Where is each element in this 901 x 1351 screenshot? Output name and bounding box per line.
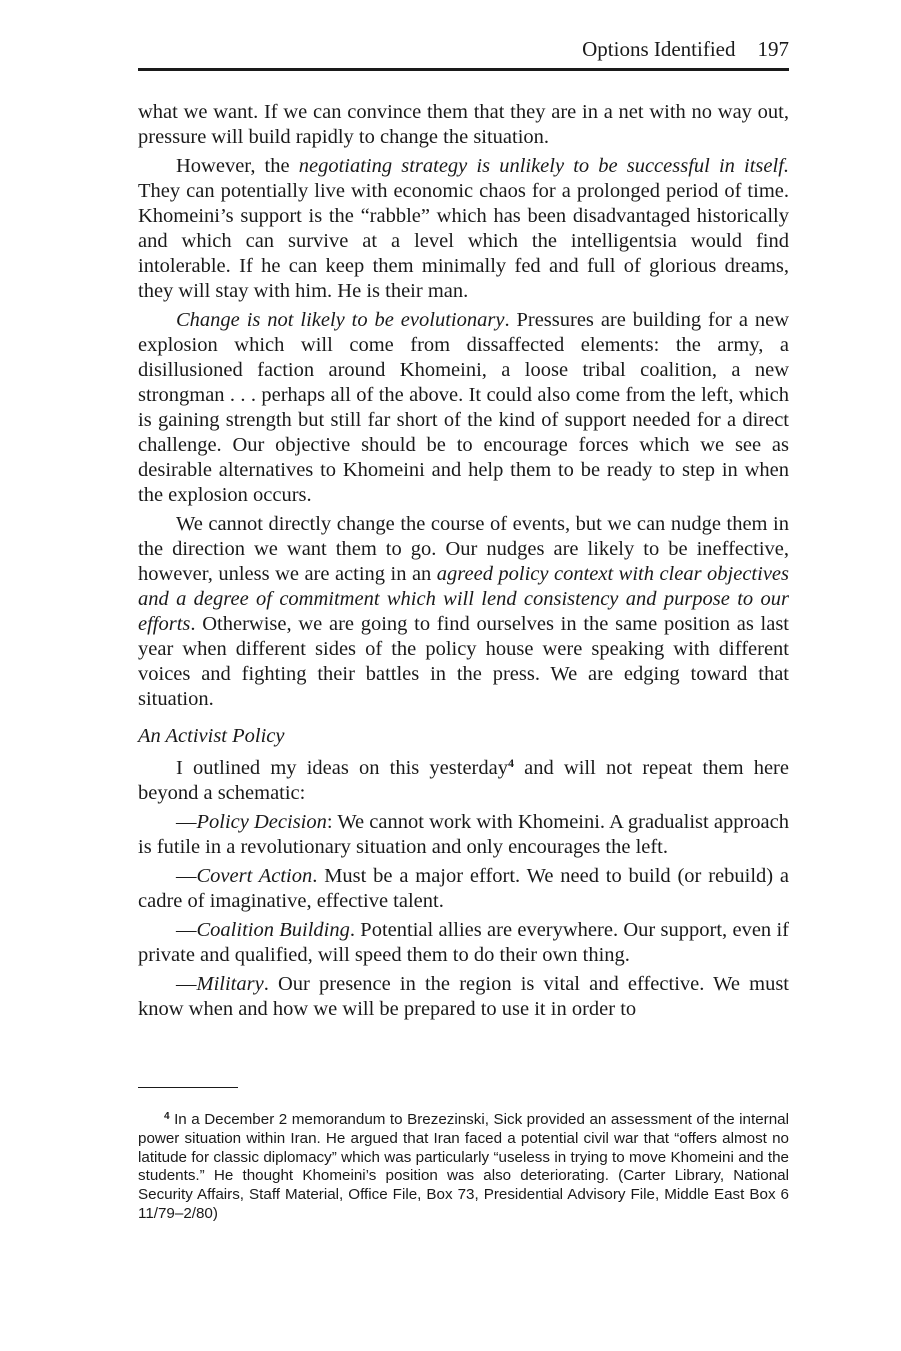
- header-rule: [138, 68, 789, 71]
- paragraph-nudge-events: We cannot directly change the course of events, but we can nudge them in the direction we want them to go. Our nudges are likely to be ineffective, however, unless we are acting in an agreed policy context with clear objectives and a degree of commitment which will lend consistency and purpose to our efforts. Otherwise, we are going to find ourselves in the same position as last year when different sides of the policy house were speaking with different voices and fighting their battles in the press. We are edging toward that situation.: [138, 513, 789, 710]
- page-number: 197: [757, 37, 789, 61]
- list-item-military: —Military. Our presence in the region is vital and effective. We must know when and how we will be prepared to use it in order to: [138, 973, 789, 1020]
- footnote: [138, 1111, 789, 1224]
- running-title: Options Identified: [582, 37, 736, 61]
- body-text: [138, 100, 789, 1022]
- list-item-covert-action: —Covert Action. Must be a major effort. We need to build (or rebuild) a cadre of imaginative, effective talent.: [138, 865, 790, 912]
- footnote-number: 4: [164, 1111, 170, 1122]
- footnote-text: In a December 2 memorandum to Brezezinski, Sick provided an assessment of the internal power situation within Iran. He argued that Iran faced a potential civil war that “offers almost no latitude for classic diplomacy” which was particularly “useless in trying to move Khomeini and the students.” He thought Khomeini’s position was also deteriorating. (Carter Library, National Security Affairs, Staff Material, Office File, Box 73, Presidential Advisory File, Middle East Box 6 11/79–2/80): [138, 1111, 789, 1222]
- footnote-reference[interactable]: 4: [507, 756, 514, 770]
- footnote-rule: [138, 1087, 238, 1088]
- list-item-coalition-building: —Coalition Building. Potential allies are everywhere. Our support, even if private and qualified, will speed them to do their own thing.: [138, 919, 789, 966]
- section-heading: An Activist Policy: [138, 725, 285, 747]
- emphasis-change-not-evolutionary: Change is not likely to be evolutionary: [176, 309, 505, 331]
- item-label: Coalition Building: [196, 919, 350, 941]
- paragraph-continuation: what we want. If we can convince them that they are in a net with no way out, pressure will build rapidly to change the situation.: [138, 101, 789, 148]
- item-label: Military: [196, 973, 264, 995]
- item-label: Covert Action: [196, 865, 313, 887]
- emphasis-negotiating-strategy: negotiating strategy is unlikely to be successful in itself.: [298, 155, 790, 177]
- paragraph-schematic-intro: I outlined my ideas on this yesterday$^4$ and will not repeat them here beyond a schematic:: [138, 756, 789, 804]
- list-item-policy-decision: —Policy Decision: We cannot work with Khomeini. A gradualist approach is futile in a revolutionary situation and only encourages the left.: [138, 811, 789, 858]
- item-label: Policy Decision: [196, 811, 327, 833]
- running-head: [138, 34, 789, 64]
- paragraph-negotiating-strategy: However, the negotiating strategy is unlikely to be successful in itself. They can potentially live with economic chaos for a prolonged period of time. Khomeini’s support is the “rabble” which has been disadvantaged historically and which can survive at a level which the intelligentsia would find intolerable. If he can keep them minimally fed and full of glorious dreams, they will stay with him. He is their man.: [138, 155, 790, 302]
- paragraph-change-not-evolutionary: Change is not likely to be evolutionary. Pressures are building for a new explosion which will come from dissaffected elements: the army, a disillusioned faction around Khomeini, a loose tribal coalition, a new strongman . . . perhaps all of the above. It could also come from the left, which is gaining strength but still far short of the kind of support needed for a direct challenge. Our objective should be to encourage forces which we see as desirable alternatives to Khomeini and help them to be ready to step in when the explosion occurs.: [138, 309, 790, 506]
- emphasis-agreed-policy-context: agreed policy context with clear objectives and a degree of commitment which will lend consistency and purpose to our efforts: [138, 563, 789, 635]
